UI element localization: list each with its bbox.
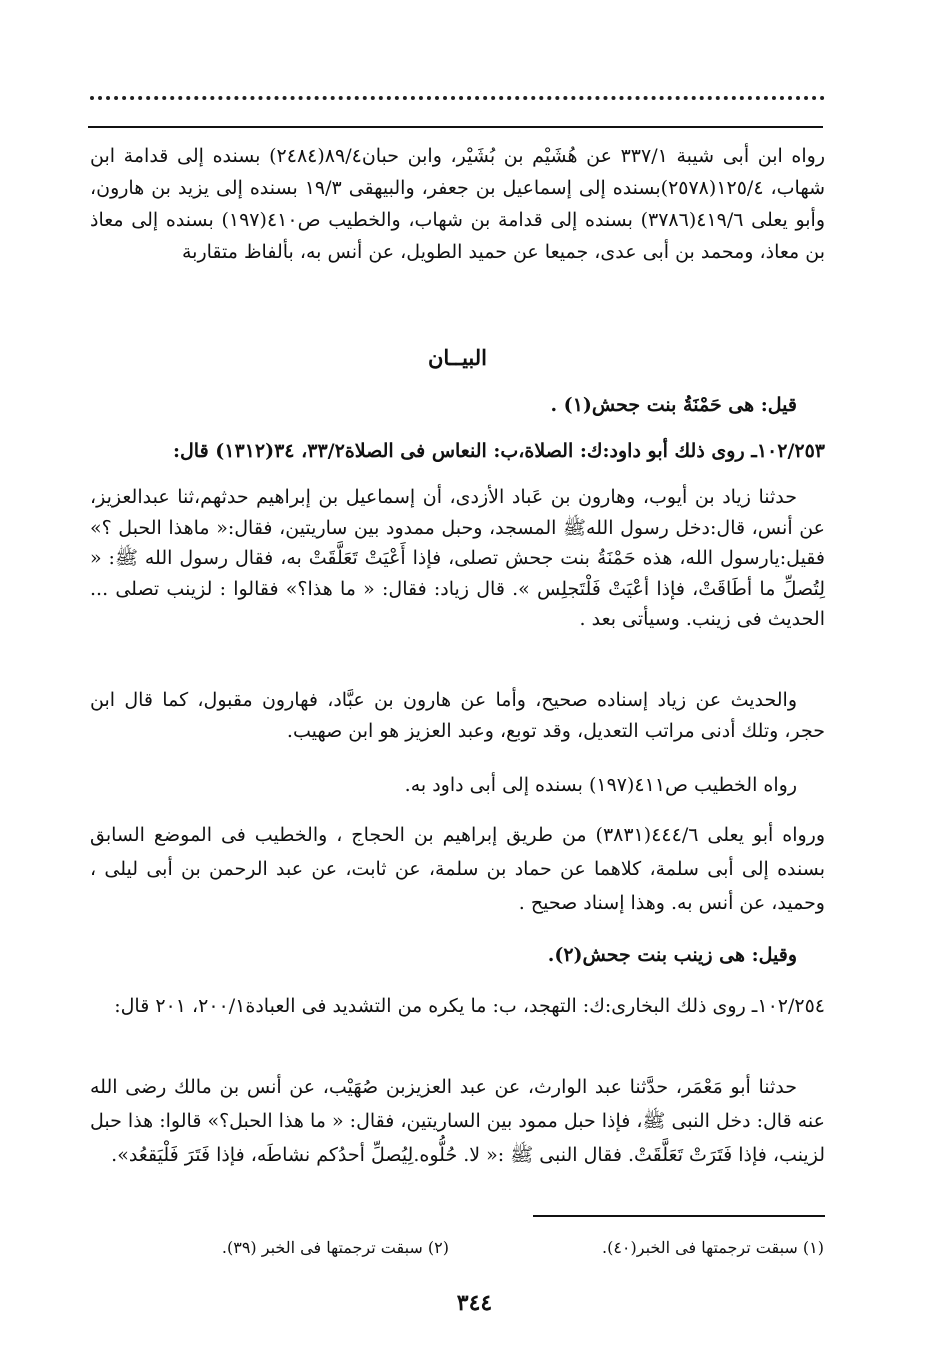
top-rule	[88, 126, 823, 128]
opinion-hamna: قيل: هى حَمْنَةُ بنت جحش(١) .	[550, 394, 797, 416]
citation-paragraph: رواه ابن أبى شيبة ٣٣٧/١ عن هُشَيْم بن بُشَيْر، وابن حبان٨٩/٤(٢٤٨٤) بسنده إلى قدامة ابن شهاب، ١٢٥/٤(٢٥٧٨)بسنده إلى إسماعيل بن جعفر، والبيهقى ١٩/٣ بسنده إلى يزيد بن هارون، وأبو يعلى ٤١٩/٦(٣٧٨٦) بسنده إلى قدامة بن شهاب، والخطيب ص٤١٠(١٩٧) بسنده إلى معاذ بن معاذ، ومحمد بن أبى عدى، جميعا عن حميد الطويل، عن أنس به، بألفاظ متقاربة	[90, 145, 826, 263]
page-number: ٣٤٤	[456, 1290, 493, 1316]
section-heading: البيــان	[427, 345, 488, 370]
hadith-253-text: حدثنا زياد بن أيوب، وهارون بن عَباد الأزدى، أن إسماعيل بن إبراهيم حدثهم،ثنا عبدالعزيز، عن أنس، قال:دخل رسول اللهﷺ المسجد، وحبل ممدود بين ساريتين، فقال:« ماهذا الحبل ؟» فقيل:يارسول الله، هذه حَمْنَةُ بنت جحش تصلى، فإذا أَعْيَتْ تَعَلَّقَتْ به، فقال رسول الله ﷺ: « لِتُصلِّ ما أطَاقَتْ، فإذا أعْيَتْ فَلْتَجلِس ». قال زياد: فقال: « ما هذا؟» فقالوا : لزينب تصلى ... الحديث فى زينب. وسيأتى بعد .	[90, 486, 825, 630]
opinion-zaynab: وقيل: هى زينب بنت جحش(٢).	[547, 944, 797, 966]
dotted-separator	[90, 96, 825, 100]
isnad-assessment: والحديث عن زياد إسناده صحيح، وأما عن هارون بن عبَّاد، فهارون مقبول، كما قال ابن حجر، وتلك أدنى مراتب التعديل، وقد توبع، وعبد العزيز هو ابن صهيب.	[90, 689, 825, 742]
hadith-254-header: ١٠٢/٢٥٤ـ روى ذلك البخارى:ك: التهجد، ب: ما يكره من التشديد فى العبادة٢٠٠/١، ٢٠١ قال:	[114, 995, 825, 1017]
footnote-2: (٢) سبقت ترجمتها فى الخبر (٣٩).	[221, 1238, 449, 1257]
footnote-rule	[533, 1215, 825, 1217]
hadith-254-text: حدثنا أبو مَعْمَر، حدَّثنا عبد الوارث، عن عبد العزيزبن صُهَيْب، عن أنس بن مالك رضى الله عنه قال: دخل النبى ﷺ، فإذا حبل ممود بين الساريتين، فقال: « ما هذا الحبل؟» قالوا: هذا حبل لزينب، فإذا فَتَرَتْ تَعَلَّقَتْ. فقال النبى ﷺ :« لا. حُلُّوه.لِيُصلِّ أحدُكم نشاطَه، فإذا فَتَرَ فَلْيَقعُد».	[90, 1076, 825, 1166]
hadith-253-header: ١٠٢/٢٥٣ـ روى ذلك أبو داود:ك: الصلاة،ب: النعاس فى الصلاة٣٣/٢، ٣٤(١٣١٢) قال:	[172, 440, 825, 462]
footnote-1: (١) سبقت ترجمتها فى الخبر(٤٠).	[601, 1238, 824, 1257]
khatib-narration: رواه الخطيب ص٤١١(١٩٧) بسنده إلى أبى داود به.	[404, 774, 797, 796]
abu-yala-narration: ورواه أبو يعلى ٤٤٤/٦(٣٨٣١) من طريق إبراهيم بن الحجاج ، والخطيب فى الموضع السابق بسنده إلى أبى سلمة، كلاهما عن حماد بن سلمة، عن ثابت، عن عبد الرحمن بن أبى ليلى ، وحميد، عن أنس به. وهذا إسناد صحيح .	[90, 824, 826, 914]
